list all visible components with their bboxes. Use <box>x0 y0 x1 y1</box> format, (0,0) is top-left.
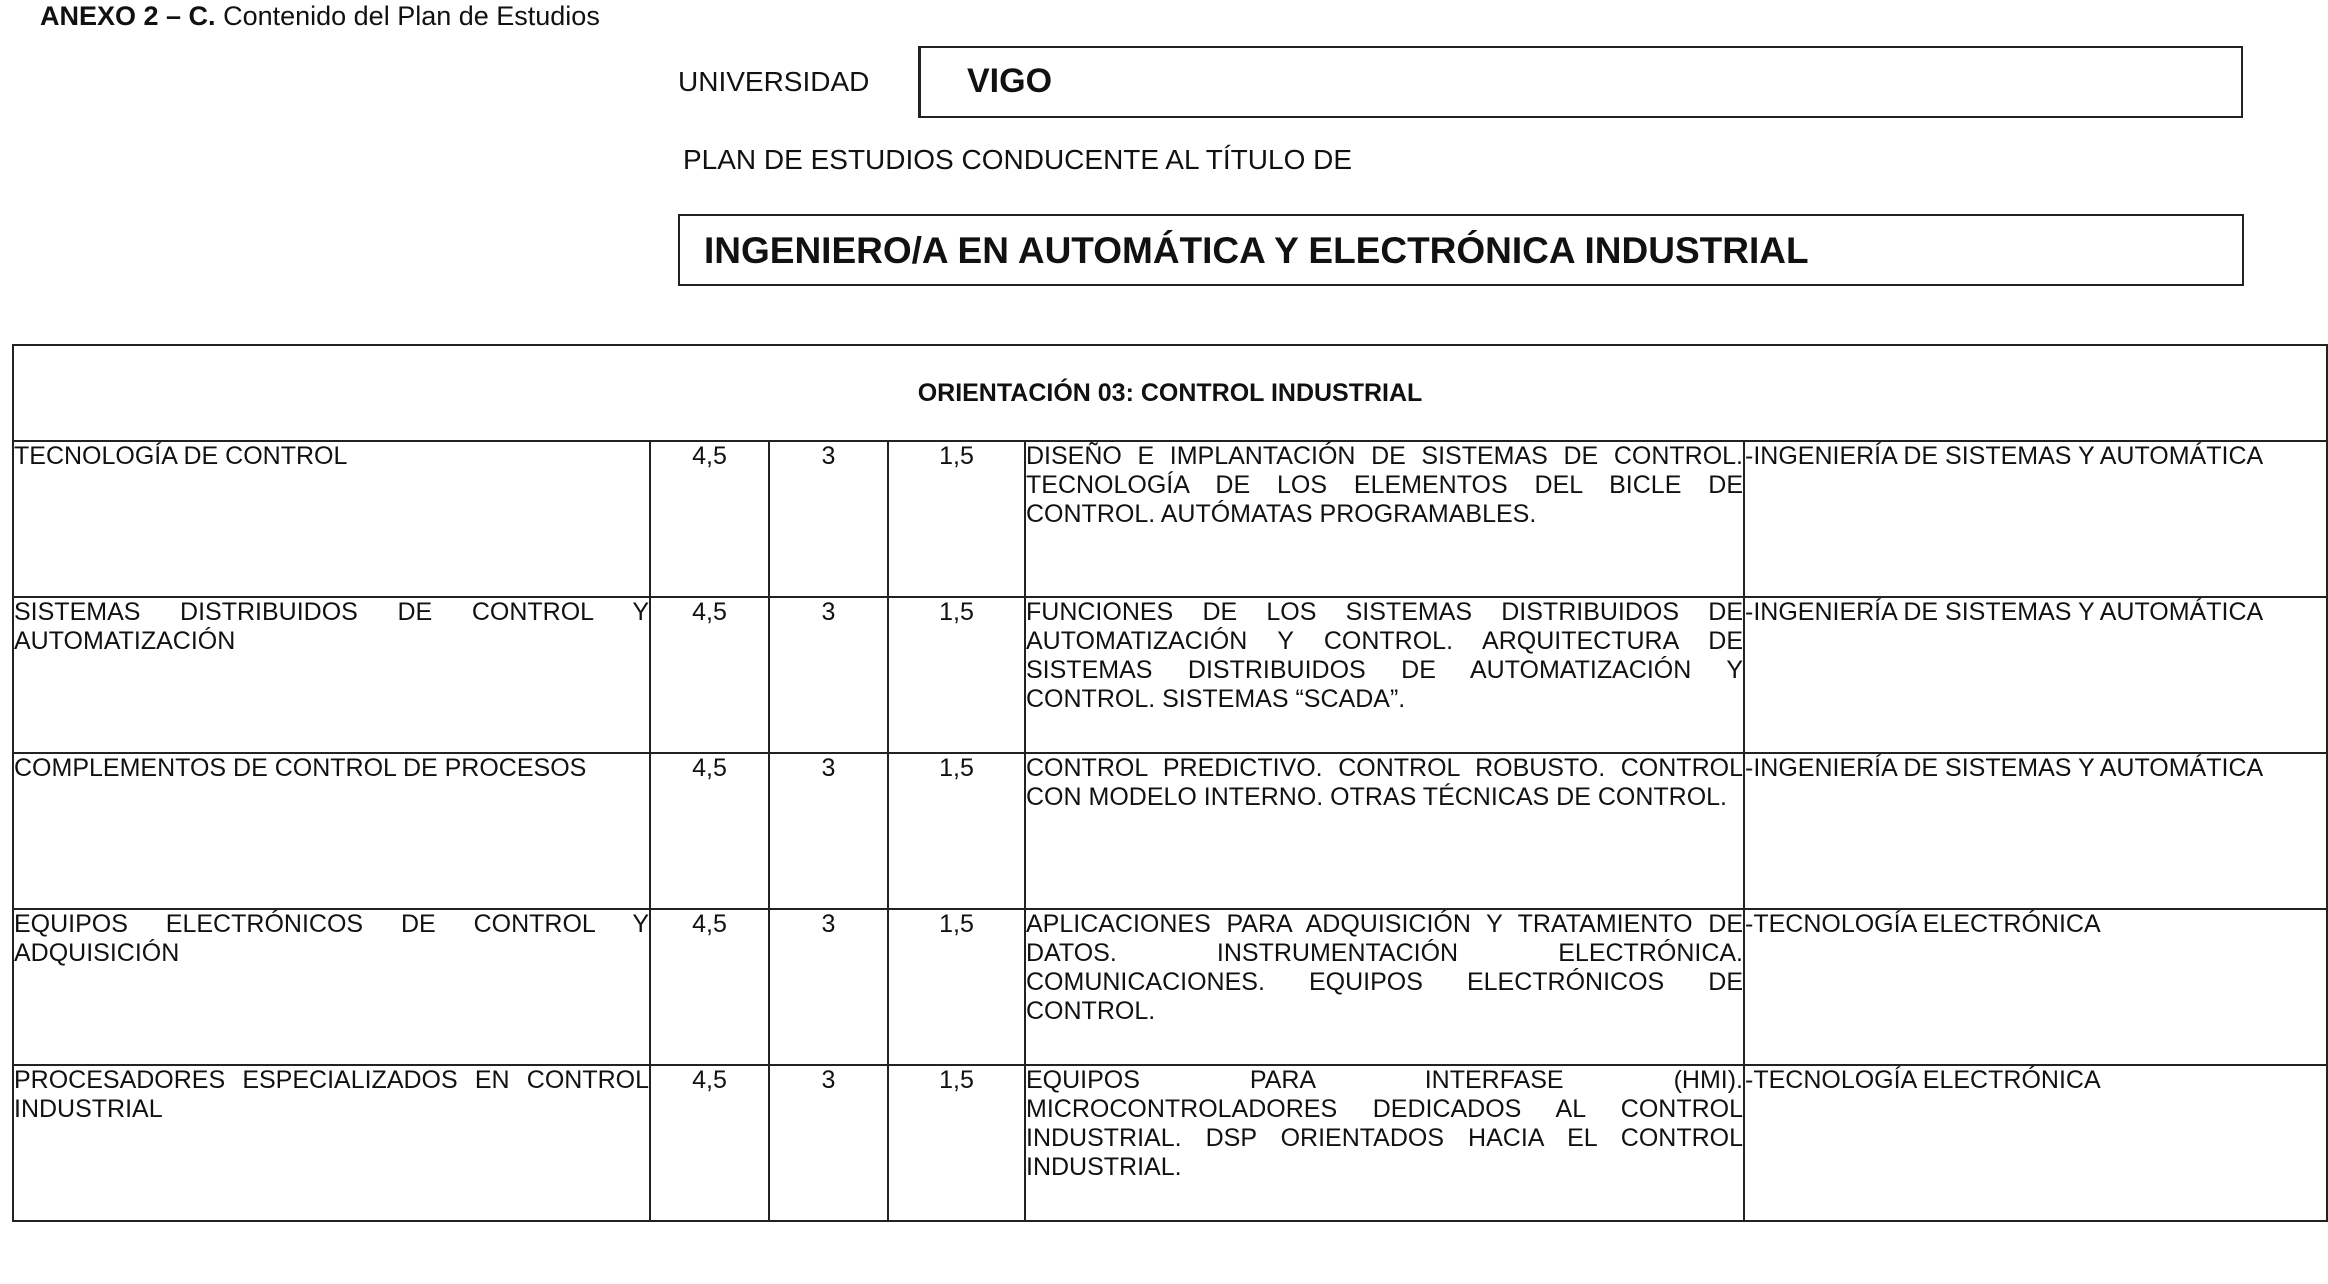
knowledge-area: -TECNOLOGÍA ELECTRÓNICA <box>1744 909 2327 1065</box>
credits-total: 4,5 <box>650 753 769 909</box>
credits-practice: 1,5 <box>888 753 1025 909</box>
subject-name: EQUIPOS ELECTRÓNICOS DE CONTROL Y ADQUISICIÓN <box>13 909 650 1065</box>
knowledge-area: -TECNOLOGÍA ELECTRÓNICA <box>1744 1065 2327 1221</box>
annex-text: Contenido del Plan de Estudios <box>215 1 600 31</box>
subject-name: SISTEMAS DISTRIBUIDOS DE CONTROL Y AUTOMATIZACIÓN <box>13 597 650 753</box>
subject-name: COMPLEMENTOS DE CONTROL DE PROCESOS <box>13 753 650 909</box>
table-row <box>13 909 2327 1065</box>
credits-total: 4,5 <box>650 1065 769 1221</box>
university-value: VIGO <box>967 62 1053 100</box>
subject-description: CONTROL PREDICTIVO. CONTROL ROBUSTO. CONTROL CON MODELO INTERNO. OTRAS TÉCNICAS DE CONTROL. <box>1025 753 1744 909</box>
credits-theory: 3 <box>769 909 888 1065</box>
subject-description: EQUIPOS PARA INTERFASE (HMI). MICROCONTROLADORES DEDICADOS AL CONTROL INDUSTRIAL. DSP ORIENTADOS HACIA EL CONTROL INDUSTRIAL. <box>1025 1065 1744 1221</box>
table-row <box>13 753 2327 909</box>
table-row <box>13 441 2327 597</box>
credits-practice: 1,5 <box>888 909 1025 1065</box>
credits-practice: 1,5 <box>888 597 1025 753</box>
credits-total: 4,5 <box>650 441 769 597</box>
subject-name: TECNOLOGÍA DE CONTROL <box>13 441 650 597</box>
credits-total: 4,5 <box>650 909 769 1065</box>
credits-practice: 1,5 <box>888 1065 1025 1221</box>
knowledge-area: -INGENIERÍA DE SISTEMAS Y AUTOMÁTICA <box>1744 753 2327 909</box>
plan-label: PLAN DE ESTUDIOS CONDUCENTE AL TÍTULO DE <box>683 144 1353 175</box>
annex-heading <box>40 0 600 32</box>
university-label: UNIVERSIDAD <box>678 66 870 97</box>
annex-code: ANEXO 2 – C. <box>40 1 216 31</box>
credits-theory: 3 <box>769 753 888 909</box>
knowledge-area: -INGENIERÍA DE SISTEMAS Y AUTOMÁTICA <box>1744 597 2327 753</box>
credits-total: 4,5 <box>650 597 769 753</box>
orientation-header: ORIENTACIÓN 03: CONTROL INDUSTRIAL <box>13 345 2327 441</box>
university-box <box>918 46 2243 118</box>
credits-theory: 3 <box>769 597 888 753</box>
subject-description: FUNCIONES DE LOS SISTEMAS DISTRIBUIDOS DE AUTOMATIZACIÓN Y CONTROL. ARQUITECTURA DE SISTEMAS DISTRIBUIDOS DE AUTOMATIZACIÓN Y CONTROL. SISTEMAS “SCADA”. <box>1025 597 1744 753</box>
knowledge-area: -INGENIERÍA DE SISTEMAS Y AUTOMÁTICA <box>1744 441 2327 597</box>
credits-theory: 3 <box>769 1065 888 1221</box>
subject-name: PROCESADORES ESPECIALIZADOS EN CONTROL INDUSTRIAL <box>13 1065 650 1221</box>
table-row <box>13 597 2327 753</box>
table-row <box>13 1065 2327 1221</box>
curriculum-table <box>12 344 2328 1222</box>
degree-title-box <box>678 214 2244 286</box>
credits-theory: 3 <box>769 441 888 597</box>
subject-description: DISEÑO E IMPLANTACIÓN DE SISTEMAS DE CONTROL. TECNOLOGÍA DE LOS ELEMENTOS DEL BICLE DE CONTROL. AUTÓMATAS PROGRAMABLES. <box>1025 441 1744 597</box>
subject-description: APLICACIONES PARA ADQUISICIÓN Y TRATAMIENTO DE DATOS. INSTRUMENTACIÓN ELECTRÓNICA. COMUNICACIONES. EQUIPOS ELECTRÓNICOS DE CONTROL. <box>1025 909 1744 1065</box>
credits-practice: 1,5 <box>888 441 1025 597</box>
degree-title: INGENIERO/A EN AUTOMÁTICA Y ELECTRÓNICA INDUSTRIAL <box>704 230 1809 271</box>
